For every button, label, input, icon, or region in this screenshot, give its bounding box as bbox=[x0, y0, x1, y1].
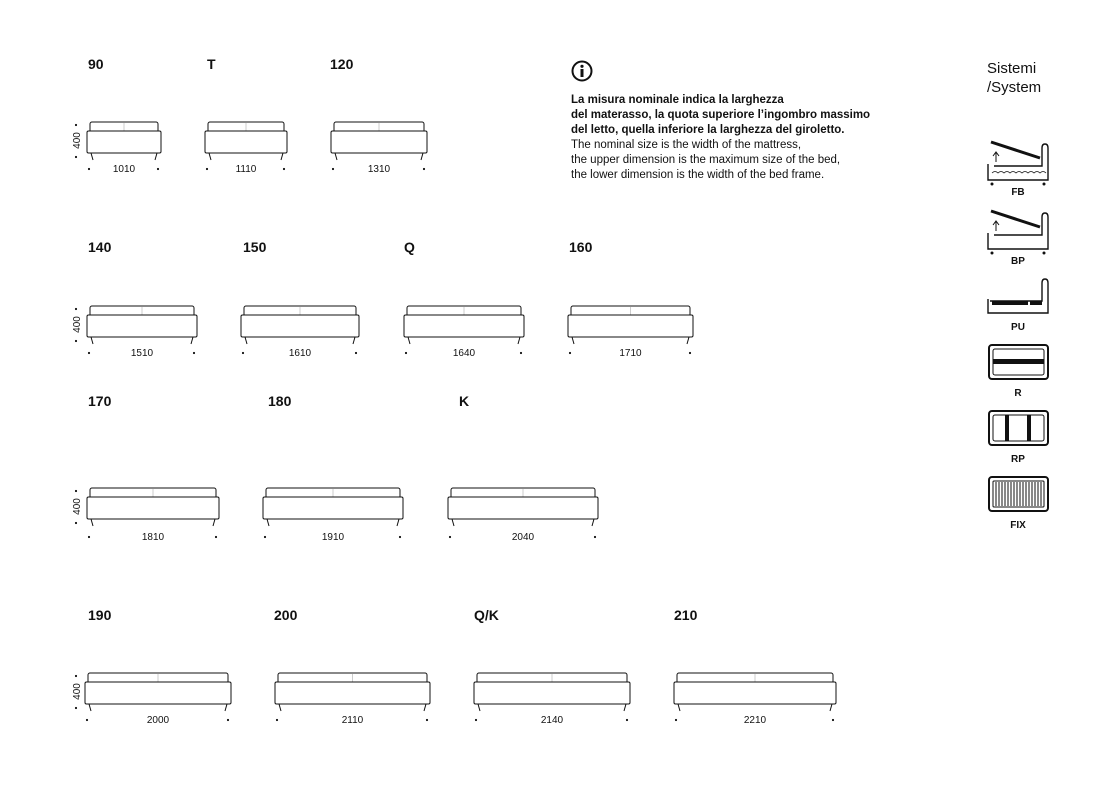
bed-drawing-190 bbox=[85, 607, 231, 726]
bed-leg bbox=[209, 153, 211, 160]
bed-leg bbox=[830, 704, 832, 711]
dimension-dot bbox=[75, 156, 77, 158]
bed-width-label: 1110 bbox=[235, 164, 257, 175]
dimension-dot bbox=[242, 352, 244, 354]
dimension-dot bbox=[399, 536, 401, 538]
dimension-dot bbox=[215, 536, 217, 538]
dimension-dot bbox=[88, 168, 90, 170]
bed-drawing-90 bbox=[87, 56, 161, 175]
bed-leg bbox=[478, 704, 480, 711]
bed-size-label: 120 bbox=[330, 56, 354, 72]
bed-frame-outline bbox=[474, 682, 630, 704]
bed-size-label: 190 bbox=[88, 607, 112, 623]
bed-frame-outline bbox=[568, 315, 693, 337]
height-label: 400 bbox=[72, 498, 83, 515]
bed-drawing-150 bbox=[241, 239, 359, 359]
bed-leg bbox=[678, 704, 680, 711]
bed-leg bbox=[89, 704, 91, 711]
height-dimension bbox=[72, 675, 83, 709]
dimension-dot bbox=[75, 340, 77, 342]
bed-leg bbox=[518, 337, 520, 344]
bed-drawing-210 bbox=[674, 607, 836, 726]
lift-base-bed-icon bbox=[988, 211, 1048, 267]
bed-width-label: 1810 bbox=[141, 532, 165, 543]
bed-leg bbox=[397, 519, 399, 526]
bed-frame-outline bbox=[674, 682, 836, 704]
bed-leg bbox=[353, 337, 355, 344]
bed-drawing-k bbox=[448, 393, 598, 543]
dimension-dot bbox=[75, 124, 77, 126]
bed-leg bbox=[91, 519, 93, 526]
dimension-dot bbox=[157, 168, 159, 170]
system-code-label: R bbox=[1014, 388, 1022, 399]
dimension-dot bbox=[520, 352, 522, 354]
bed-frame-outline bbox=[448, 497, 598, 519]
dimension-dot bbox=[449, 536, 451, 538]
bed-frame-outline bbox=[205, 131, 287, 153]
bed-frame-outline bbox=[331, 131, 427, 153]
bed-drawing-160 bbox=[568, 239, 693, 359]
dimension-dot bbox=[626, 719, 628, 721]
dimension-dot bbox=[75, 522, 77, 524]
bed-leg bbox=[687, 337, 689, 344]
dimension-dot bbox=[193, 352, 195, 354]
bed-size-label: 180 bbox=[268, 393, 292, 409]
system-code-label: PU bbox=[1011, 322, 1025, 333]
bed-leg bbox=[1043, 183, 1046, 186]
bed-width-label: 2000 bbox=[146, 715, 170, 726]
slat-bar bbox=[993, 359, 1044, 364]
bed-width-label: 1310 bbox=[367, 164, 391, 175]
bed-frame-outline bbox=[404, 315, 524, 337]
dimension-dot bbox=[675, 719, 677, 721]
bed-size-label: 200 bbox=[274, 607, 298, 623]
bed-width-label: 1640 bbox=[452, 348, 476, 359]
bed-leg bbox=[267, 519, 269, 526]
systems-title: Sistemi /System bbox=[987, 60, 1042, 96]
bed-leg bbox=[452, 519, 454, 526]
lift-storage-bed-icon bbox=[988, 142, 1048, 198]
bed-leg bbox=[592, 519, 594, 526]
height-dimension bbox=[72, 308, 83, 342]
bed-leg bbox=[155, 153, 157, 160]
platform-slat-bed-icon bbox=[988, 279, 1048, 333]
bed-leg bbox=[191, 337, 193, 344]
bed-frame-outline bbox=[87, 131, 161, 153]
dimension-dot bbox=[475, 719, 477, 721]
dimension-dot bbox=[227, 719, 229, 721]
dimension-dot bbox=[569, 352, 571, 354]
slat-bar bbox=[992, 301, 1028, 305]
bed-size-label: 160 bbox=[569, 239, 593, 255]
bed-leg bbox=[225, 704, 227, 711]
dimension-dot bbox=[264, 536, 266, 538]
frame-outline bbox=[989, 477, 1048, 511]
bed-size-label: Q bbox=[404, 239, 415, 255]
bed-width-label: 2040 bbox=[511, 532, 535, 543]
slat-frame-vertical-icon bbox=[989, 411, 1048, 465]
info-text-english: The nominal size is the width of the mattress, the upper dimension is the maximum size of the bed, the lower dimension is the width of the bed frame. bbox=[571, 139, 841, 181]
height-label: 400 bbox=[72, 683, 83, 700]
height-dimension bbox=[72, 124, 83, 158]
bed-drawing-t bbox=[205, 56, 287, 175]
dimension-dot bbox=[426, 719, 428, 721]
dimension-dot bbox=[332, 168, 334, 170]
bed-leg bbox=[408, 337, 410, 344]
bed-leg bbox=[991, 252, 994, 255]
bed-leg bbox=[91, 337, 93, 344]
dimension-dot bbox=[405, 352, 407, 354]
dimension-dot bbox=[75, 490, 77, 492]
bed-leg bbox=[335, 153, 337, 160]
bed-leg bbox=[91, 153, 93, 160]
frame-outline bbox=[989, 411, 1048, 445]
bed-drawing-q bbox=[404, 239, 524, 359]
bed-leg bbox=[991, 183, 994, 186]
bed-leg bbox=[245, 337, 247, 344]
bed-frame-outline bbox=[85, 682, 231, 704]
bed-frame-outline bbox=[241, 315, 359, 337]
bed-size-label: 210 bbox=[674, 607, 698, 623]
storage-wave bbox=[992, 172, 1046, 174]
slat-bar bbox=[1027, 415, 1031, 441]
bed-frame-outline bbox=[275, 682, 430, 704]
bed-width-label: 1710 bbox=[619, 348, 642, 359]
system-code-label: FIX bbox=[1010, 520, 1026, 531]
bed-frame-outline bbox=[87, 315, 197, 337]
dimension-dot bbox=[75, 308, 77, 310]
bed-size-label: K bbox=[459, 393, 470, 409]
bed-drawing-q-k bbox=[474, 607, 630, 726]
dimension-dot bbox=[832, 719, 834, 721]
bed-width-label: 1010 bbox=[112, 164, 136, 175]
bed-leg bbox=[421, 153, 423, 160]
frame-inner bbox=[993, 481, 1044, 507]
bed-width-label: 2210 bbox=[743, 715, 767, 726]
arrow-up-icon bbox=[993, 152, 999, 162]
frame-inner bbox=[993, 415, 1044, 441]
bed-outline bbox=[988, 279, 1048, 313]
bed-width-label: 2140 bbox=[540, 715, 564, 726]
bed-leg bbox=[213, 519, 215, 526]
bed-drawing-170 bbox=[87, 393, 219, 543]
bed-leg bbox=[424, 704, 426, 711]
bed-width-label: 1610 bbox=[288, 348, 312, 359]
bed-leg bbox=[572, 337, 574, 344]
slat-bar bbox=[1030, 301, 1042, 305]
dimension-dot bbox=[423, 168, 425, 170]
info-note bbox=[571, 60, 901, 183]
bed-leg bbox=[624, 704, 626, 711]
bed-size-label: 90 bbox=[88, 56, 104, 72]
dimension-dot bbox=[75, 675, 77, 677]
dimension-dot bbox=[283, 168, 285, 170]
bed-leg bbox=[279, 704, 281, 711]
bed-drawing-120 bbox=[330, 56, 427, 175]
dimension-dot bbox=[75, 707, 77, 709]
bed-frame-outline bbox=[87, 497, 219, 519]
bed-drawing-140 bbox=[87, 239, 197, 359]
bed-frame-outline bbox=[263, 497, 403, 519]
system-code-label: FB bbox=[1011, 187, 1025, 198]
bed-drawing-180 bbox=[263, 393, 403, 543]
bed-size-label: 150 bbox=[243, 239, 267, 255]
bed-drawing-200 bbox=[274, 607, 430, 726]
dimension-dot bbox=[689, 352, 691, 354]
info-circle-icon bbox=[571, 60, 593, 82]
system-code-label: RP bbox=[1011, 454, 1025, 465]
bed-size-label: Q/K bbox=[474, 607, 499, 623]
bed-leg bbox=[1043, 252, 1046, 255]
bed-width-label: 2110 bbox=[341, 715, 364, 726]
dimension-dot bbox=[206, 168, 208, 170]
dimension-dot bbox=[355, 352, 357, 354]
dimension-dot bbox=[276, 719, 278, 721]
bed-width-label: 1510 bbox=[130, 348, 154, 359]
slat-bar bbox=[1005, 415, 1009, 441]
dimension-dot bbox=[88, 536, 90, 538]
dimension-dot bbox=[88, 352, 90, 354]
height-dimension bbox=[72, 490, 83, 524]
height-label: 400 bbox=[72, 316, 83, 333]
arrow-up-icon bbox=[993, 221, 999, 231]
dimension-dot bbox=[86, 719, 88, 721]
bed-size-label: 170 bbox=[88, 393, 112, 409]
bed-size-label: 140 bbox=[88, 239, 112, 255]
info-text-italian: La misura nominale indica la larghezza del materasso, la quota superiore l’ingombro massimo del letto, quella inferiore la larghezza del giroletto. bbox=[571, 94, 871, 136]
height-label: 400 bbox=[72, 132, 83, 149]
bed-size-label: T bbox=[207, 56, 216, 72]
slat-frame-icon bbox=[989, 345, 1048, 399]
system-code-label: BP bbox=[1011, 256, 1025, 267]
bed-leg bbox=[281, 153, 283, 160]
fixed-slat-base-icon bbox=[989, 477, 1048, 531]
dimension-dot bbox=[594, 536, 596, 538]
bed-width-label: 1910 bbox=[321, 532, 345, 543]
